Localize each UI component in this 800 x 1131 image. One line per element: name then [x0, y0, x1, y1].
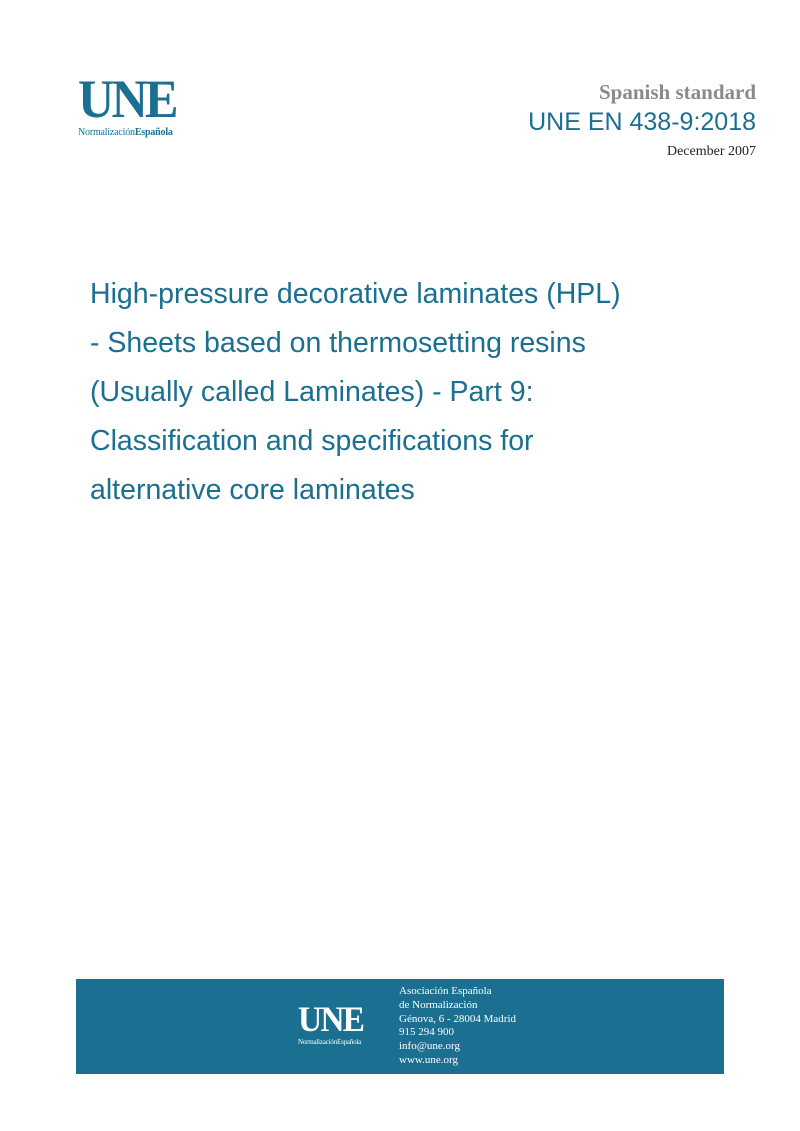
footer-logo-mark: UNE [298, 999, 364, 1039]
address-line: de Normalización [399, 998, 478, 1011]
footer-logo-subtitle [298, 1038, 368, 1047]
title-line: High-pressure decorative laminates (HPL) [90, 278, 621, 310]
footer-address [399, 985, 516, 1068]
address-line: Asociación Española [399, 985, 492, 997]
address-line: Génova, 6 - 28004 Madrid [399, 1012, 517, 1025]
footer-logo-subtitle-regular: Normalización [298, 1038, 337, 1046]
title-line: Classification and specifications for [90, 425, 534, 457]
phone-number: 915 294 900 [399, 1026, 454, 1039]
standard-date: December 2007 [666, 144, 756, 159]
email-address: info@une.org [399, 1040, 460, 1053]
logo-mark: UNE [78, 69, 176, 129]
logo-subtitle-regular: Normalización [78, 127, 135, 138]
footer-banner [76, 979, 724, 1074]
standard-info [436, 80, 756, 161]
standard-code: UNE EN 438-9:2018 [528, 108, 756, 136]
logo-subtitle-bold: Española [134, 127, 173, 138]
une-logo [78, 69, 228, 146]
title-line: (Usually called Laminates) - Part 9: [90, 376, 534, 408]
footer-logo-subtitle-bold: Española [337, 1038, 362, 1046]
standard-type: Spanish standard [599, 80, 756, 104]
footer-une-logo [298, 999, 368, 1047]
document-title [90, 270, 730, 515]
title-line: alternative core laminates [90, 474, 415, 506]
title-line: - Sheets based on thermosetting resins [90, 327, 586, 359]
website-url: www.une.org [399, 1053, 458, 1066]
